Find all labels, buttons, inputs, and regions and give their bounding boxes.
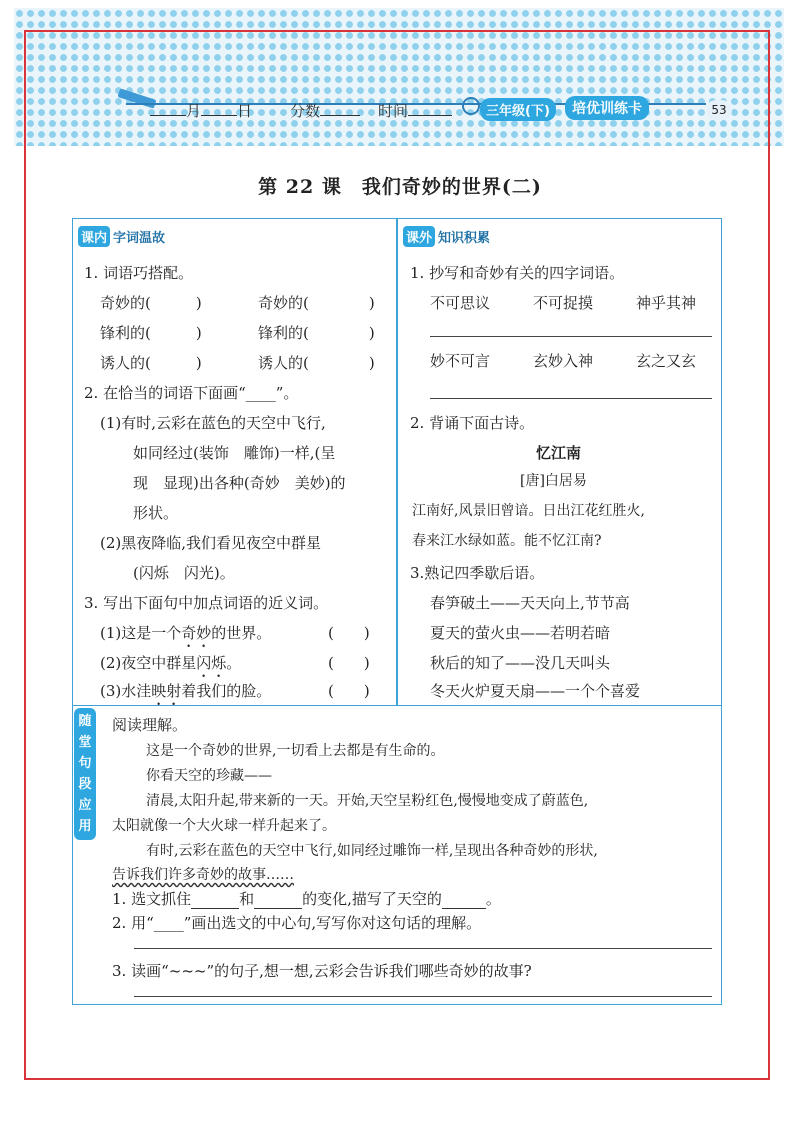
left-q1-title: 1. 词语巧搭配。: [84, 264, 194, 282]
grade-badge: 三年级(下): [480, 98, 556, 121]
match-row-2b: 锋利的( ): [258, 324, 375, 342]
reading-q1: 1. 选文抓住 和 的变化,描写了天空的 。: [112, 890, 501, 908]
left-q2-line-5: (2)黑夜降临,我们看见夜空中群星: [100, 534, 322, 552]
answer-line-3[interactable]: [134, 996, 712, 997]
saying-1: 春笋破土——天天向上,节节高: [430, 594, 630, 612]
passage-para-2: 你看天空的珍藏——: [146, 768, 272, 784]
synonym-item-3: (3)水洼映射着我们的脸。: [100, 682, 272, 700]
poem-author: [唐]白居易: [520, 473, 587, 489]
poem-line-1: 江南好,风景旧曾谙。日出江花红胜火,: [412, 503, 645, 519]
reading-q2: 2. 用“____”画出选文的中心句,写写你对这句话的理解。: [112, 914, 482, 932]
answer-blank-3[interactable]: [442, 890, 486, 909]
date-field: 月 日: [150, 100, 252, 121]
idiom-2: 不可捉摸: [533, 294, 594, 312]
idiom-6: 玄之又玄: [636, 352, 697, 370]
left-q2-line-1: (1)有时,云彩在蓝色的天空中飞行,: [100, 414, 326, 432]
page-number: 53: [706, 100, 732, 120]
match-row-1b: 奇妙的( ): [258, 294, 375, 312]
idiom-5: 玄妙入神: [533, 352, 594, 370]
idiom-4: 妙不可言: [430, 352, 491, 370]
left-q3-title: 3. 写出下面句中加点词语的近义词。: [84, 594, 329, 612]
right-q2-title: 2. 背诵下面古诗。: [410, 414, 535, 432]
idiom-3: 神乎其神: [636, 294, 697, 312]
match-row-3b: 诱人的( ): [258, 354, 375, 372]
synonym-answer-3: ( ): [328, 682, 370, 700]
right-q1-title: 1. 抄写和奇妙有关的四字词语。: [410, 264, 625, 282]
left-q2-line-3: 现 显现)出各种(奇妙 美妙)的: [133, 474, 346, 492]
synonym-item-1: (1)这是一个奇妙的世界。: [100, 624, 272, 642]
answer-line-2[interactable]: [134, 948, 712, 949]
passage-para-4b: 告诉我们许多奇妙的故事……: [112, 867, 294, 883]
match-row-3a: 诱人的( ): [100, 354, 202, 372]
passage-para-3b: 太阳就像一个大火球一样升起来了。: [112, 818, 336, 834]
match-row-1a: 奇妙的( ): [100, 294, 202, 312]
left-box-tag: 课内 字词温故: [78, 226, 165, 247]
score-field: 分数: [290, 100, 360, 121]
match-row-2a: 锋利的( ): [100, 324, 202, 342]
passage-para-3a: 清晨,太阳升起,带来新的一天。开始,天空呈粉红色,慢慢地变成了蔚蓝色,: [146, 793, 589, 809]
left-q2-line-6: (闪烁 闪光)。: [133, 564, 235, 582]
synonym-item-2: (2)夜空中群星闪烁。: [100, 654, 242, 672]
left-q2-line-4: 形状。: [133, 504, 179, 522]
passage-para-4a: 有时,云彩在蓝色的天空中飞行,如同经过雕饰一样,呈现出各种奇妙的形状,: [146, 843, 598, 859]
saying-4: 冬天火炉夏天扇——一个个喜爱: [430, 682, 641, 700]
left-q2-line-2: 如同经过(装饰 雕饰)一样,(呈: [133, 444, 336, 462]
poem-title: 忆江南: [536, 444, 582, 462]
answer-blank-1[interactable]: [191, 890, 239, 909]
time-field: 时间: [378, 100, 452, 121]
synonym-answer-1: ( ): [328, 624, 370, 642]
card-title: 培优训练卡: [565, 96, 649, 120]
answer-blank-2[interactable]: [254, 890, 302, 909]
right-q3-title: 3.熟记四季歇后语。: [410, 564, 545, 582]
left-q2-title: 2. 在恰当的词语下面画“____”。: [84, 384, 299, 402]
saying-2: 夏天的萤火虫——若明若暗: [430, 624, 611, 642]
reading-title: 阅读理解。: [112, 716, 188, 734]
idiom-1: 不可思议: [430, 294, 491, 312]
right-box-tag: 课外 知识积累: [403, 226, 490, 247]
poem-line-2: 春来江水绿如蓝。能不忆江南?: [412, 533, 602, 549]
lesson-title: 第 22 课 我们奇妙的世界(二): [258, 176, 542, 198]
synonym-answer-2: ( ): [328, 654, 370, 672]
writing-line-2[interactable]: [430, 398, 712, 399]
saying-3: 秋后的知了——没几天叫头: [430, 654, 611, 672]
clock-icon: [462, 97, 480, 115]
passage-para-1: 这是一个奇妙的世界,一切看上去都是有生命的。: [146, 743, 445, 759]
reading-q3: 3. 读画“~~~”的句子,想一想,云彩会告诉我们哪些奇妙的故事?: [112, 962, 532, 980]
writing-line-1[interactable]: [430, 336, 712, 337]
reading-tag: 随 堂 句 段 应 用: [74, 708, 96, 840]
